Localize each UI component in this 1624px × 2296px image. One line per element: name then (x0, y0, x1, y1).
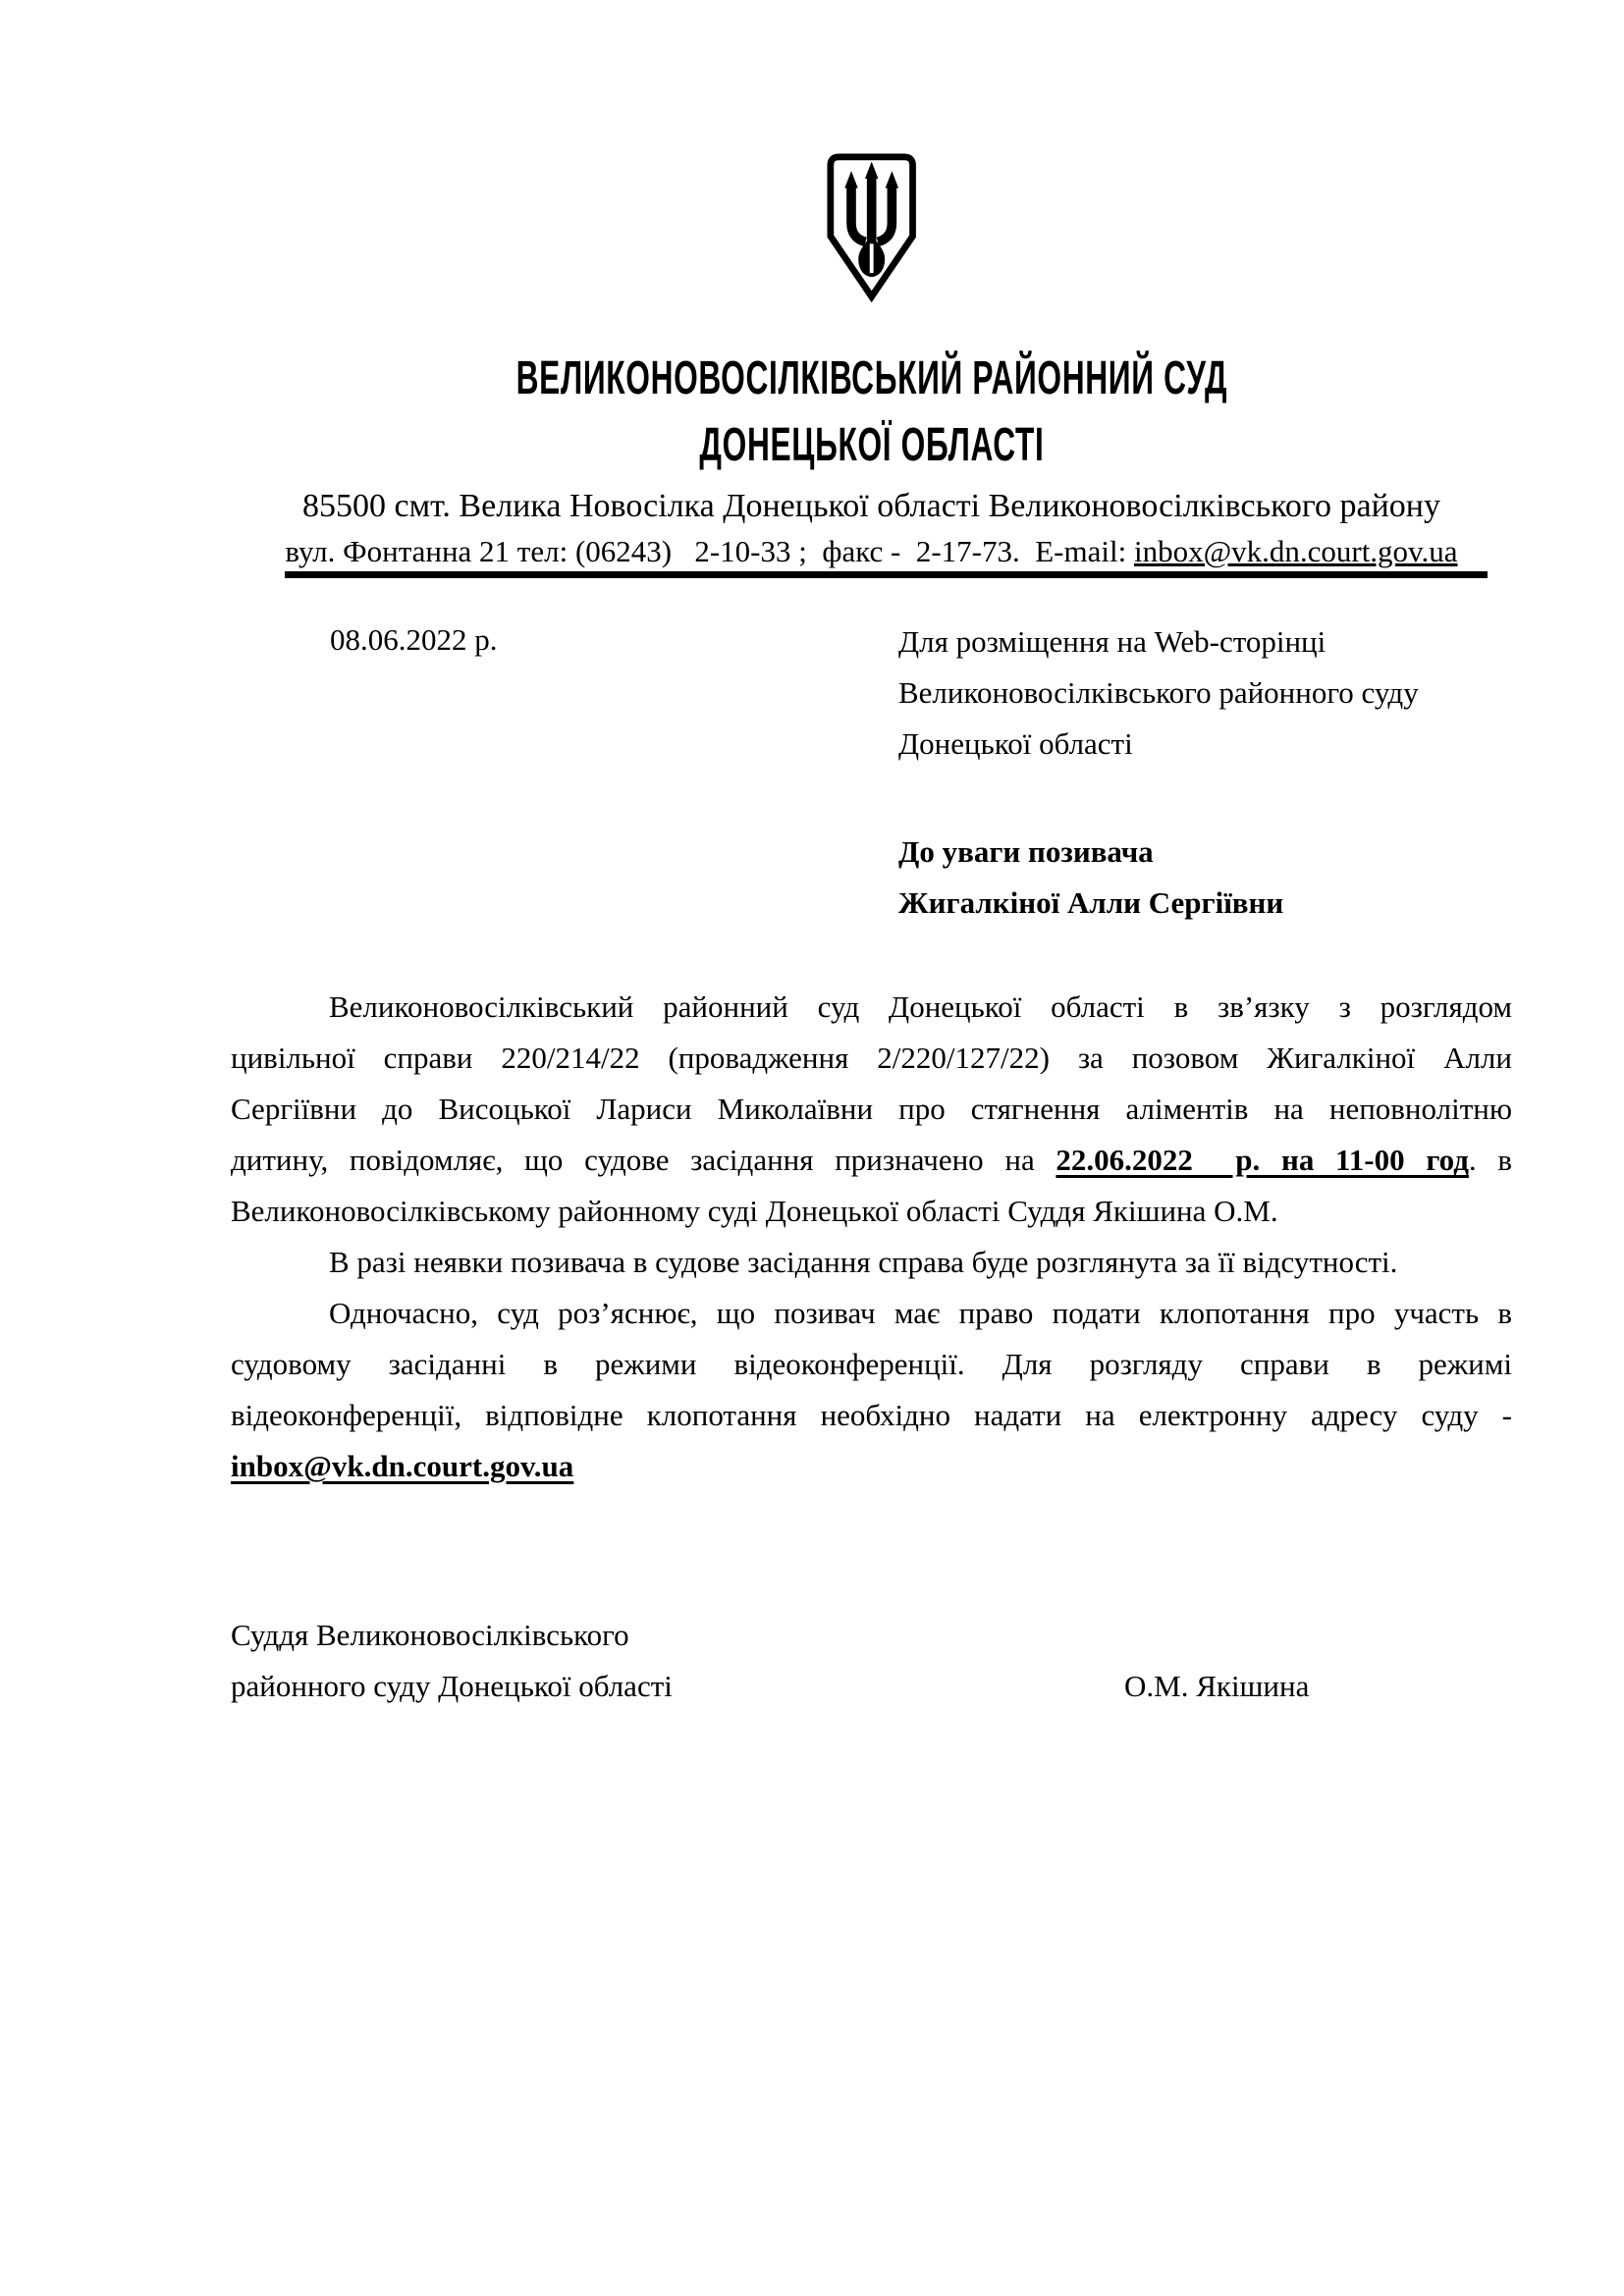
body-line (231, 1084, 1512, 1135)
body-line (231, 1033, 1512, 1084)
court-email: inbox@vk.dn.court.gov.ua (1133, 534, 1458, 568)
web-note-line: Великоновосілківського районного суду (898, 675, 1419, 710)
signature-title-line: Суддя Великоновосілківського (231, 1618, 629, 1652)
body-text: Одночасно, суд роз’яснює, що позивач має право подати клопотання про участь в (329, 1296, 1512, 1330)
body-line (231, 1390, 1512, 1441)
letterhead (231, 153, 1512, 578)
attention-name: Жигалкіної Алли Сергіївни (898, 885, 1284, 920)
hearing-date: 22.06.2022 р. на 11-00 год (1056, 1143, 1469, 1177)
body-line (231, 1288, 1512, 1339)
attention-block (898, 827, 1283, 929)
body-line (231, 982, 1512, 1033)
judge-name: О.М. Якішина (1124, 1669, 1310, 1703)
body-text: дитину, повідомляє, що судове засідання призначено на (231, 1143, 1056, 1177)
body-text: цивільної справи 220/214/22 (провадження 2/220/127/22) за позовом Жигалкіної Алли (231, 1041, 1512, 1075)
web-placement-note (898, 616, 1419, 770)
court-address: 85500 смт. Велика Новосілка Донецької області Великоновосілківського району (302, 488, 1440, 524)
body-line (231, 1441, 1512, 1492)
body-text: відеоконференції, відповідне клопотання необхідно надати на електронну адресу суду - (231, 1398, 1512, 1432)
court-email-body: inbox@vk.dn.court.gov.ua (231, 1449, 574, 1483)
body-text: . в (1468, 1143, 1512, 1177)
court-name-line2: ДОНЕЦЬКОЇ ОБЛАСТІ (698, 419, 1045, 471)
body-line (231, 1339, 1512, 1390)
web-note-line: Донецької області (898, 726, 1133, 761)
body-text: В разі неявки позивача в судове засідання справа буде розглянута за її відсутності. (329, 1245, 1398, 1279)
body-text: Великоновосілківський районний суд Донецької області в зв’язку з розглядом (329, 989, 1512, 1024)
letter-body (231, 982, 1512, 1492)
body-line (231, 1135, 1512, 1186)
court-name-row1 (231, 346, 1512, 412)
court-contacts-text: вул. Фонтанна 21 тел: (06243) 2-10-33 ; факс - 2-17-73. E-mail: (285, 534, 1134, 568)
emblem-container (231, 153, 1512, 302)
body-text: судовому засіданні в режими відеоконференції. Для розгляду справи в режимі (231, 1347, 1512, 1381)
signature-block (231, 1610, 1512, 1712)
attention-title: До уваги позивача (898, 834, 1154, 869)
signature-title-line: районного суду Донецької області (231, 1669, 673, 1703)
body-text: Великоновосілківському районному суді Донецької області Суддя Якішина О.М. (231, 1194, 1278, 1228)
court-name-line1: ВЕЛИКОНОВОСІЛКІВСЬКИЙ РАЙОННИЙ СУД (515, 352, 1227, 404)
body-line (231, 1186, 1512, 1237)
court-name-row2 (231, 412, 1512, 479)
body-line (231, 1237, 1512, 1288)
ukraine-trident-emblem-icon (827, 153, 916, 302)
body-text: Сергіївни до Висоцької Лариси Миколаївни про стягнення аліментів на неповнолітню (231, 1092, 1512, 1126)
header-divider (285, 571, 1488, 578)
web-note-line: Для розміщення на Web-сторінці (898, 624, 1326, 659)
letter-date: 08.06.2022 р. (330, 622, 498, 657)
court-contacts (231, 534, 1512, 569)
